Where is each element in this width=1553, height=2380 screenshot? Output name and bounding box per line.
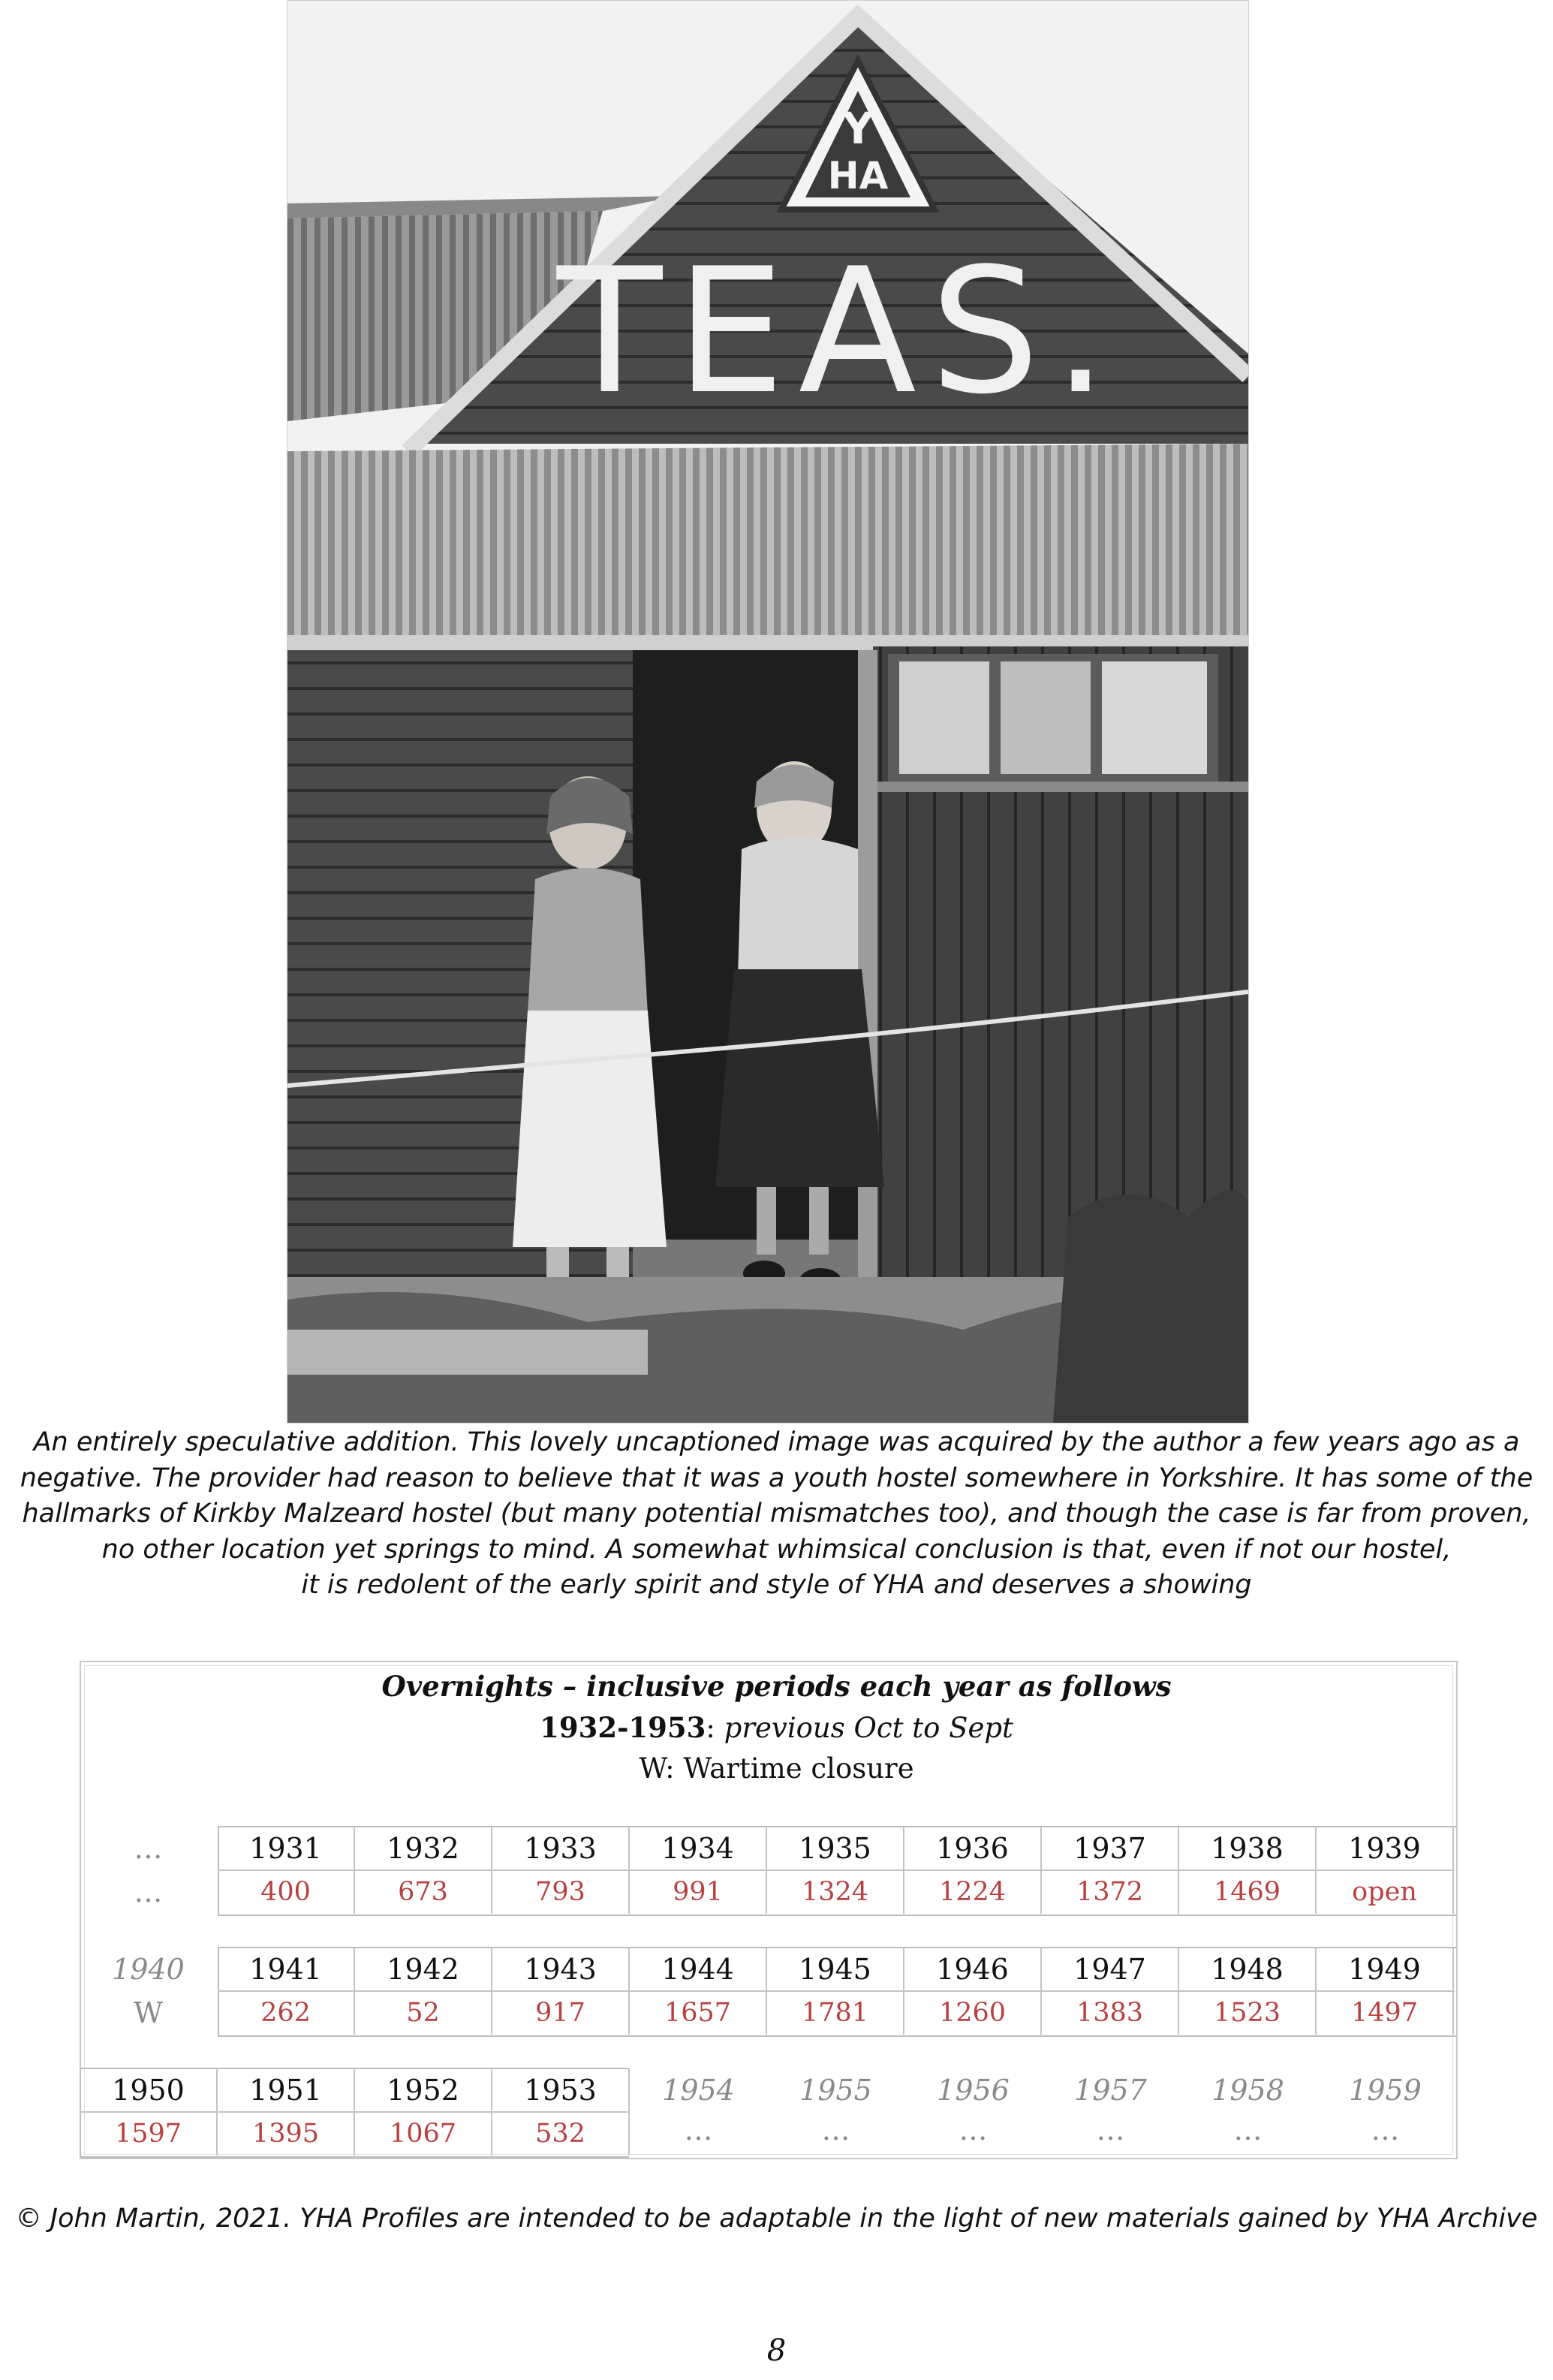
count-cell: 1383 xyxy=(1042,1991,1179,2035)
count-cell: … xyxy=(1096,2113,1125,2147)
count-cell: 400 xyxy=(218,1870,355,1914)
copyright-notice: © John Martin, 2021. YHA Profiles are intended to be adaptable in the light of new materials gained by YHA Archive xyxy=(15,2204,1538,2234)
year-cell: 1931 xyxy=(218,1827,355,1870)
year-cell: 1955 xyxy=(799,2074,872,2107)
count-cell: 532 xyxy=(492,2112,630,2156)
count-cell: 1067 xyxy=(355,2112,492,2156)
count-cell: 991 xyxy=(630,1870,767,1914)
count-cell: open xyxy=(1317,1870,1454,1914)
year-cell: 1944 xyxy=(630,1948,767,1991)
year-cell: 1950 xyxy=(80,2068,218,2112)
year-cell: 1933 xyxy=(492,1827,630,1870)
period-description: previous Oct to Sept xyxy=(724,1712,1013,1744)
count-cell: 52 xyxy=(355,1991,492,2035)
count-cell: 1260 xyxy=(904,1991,1042,2035)
count-cell: 1224 xyxy=(904,1870,1042,1914)
count-cell: 1497 xyxy=(1317,1991,1454,2035)
year-cell: 1937 xyxy=(1042,1827,1179,1870)
caption-line: hallmarks of Kirkby Malzeard hostel (but many potential mismatches too), and though the case is far from proven, xyxy=(22,1499,1531,1529)
year-cell: 1958 xyxy=(1211,2074,1284,2107)
caption-line: it is redolent of the early spirit and style of YHA and deserves a showing xyxy=(301,1570,1252,1600)
count-cell: 793 xyxy=(492,1870,630,1914)
count-cell: 673 xyxy=(355,1870,492,1914)
year-cell: 1952 xyxy=(355,2068,492,2112)
emblem-text-lower: HA xyxy=(827,154,889,197)
year-cell: 1945 xyxy=(767,1948,904,1991)
count-cell: 1324 xyxy=(767,1870,904,1914)
year-cell: 1934 xyxy=(630,1827,767,1870)
caption-line: no other location yet springs to mind. A somewhat whimsical conclusion is that, even if not our hostel, xyxy=(101,1534,1452,1565)
table-period xyxy=(0,1711,1553,1744)
count-cell: 262 xyxy=(218,1991,355,2035)
year-cell: 1951 xyxy=(218,2068,355,2112)
count-cell: … xyxy=(684,2113,713,2147)
count-cell: 1781 xyxy=(767,1991,904,2035)
caption-line: An entirely speculative addition. This lovely uncaptioned image was acquired by the author a few years ago as a xyxy=(33,1427,1520,1457)
count-cell: … xyxy=(821,2113,850,2147)
count-cell: 1597 xyxy=(80,2112,218,2156)
year-cell: 1954 xyxy=(662,2074,735,2107)
table-title: Overnights – inclusive periods each year as follows xyxy=(381,1670,1172,1703)
teas-sign: TEAS. xyxy=(556,232,1122,432)
year-cell: 1956 xyxy=(937,2074,1010,2107)
year-cell: 1957 xyxy=(1074,2074,1147,2107)
year-cell: 1941 xyxy=(218,1948,355,1991)
year-cell: 1959 xyxy=(1349,2074,1422,2107)
year-cell: 1942 xyxy=(355,1948,492,1991)
count-cell: … xyxy=(1233,2113,1263,2147)
period-years: 1932-1953 xyxy=(540,1711,706,1744)
year-cell: 1953 xyxy=(492,2068,630,2112)
hostel-photograph xyxy=(287,0,1249,1423)
year-cell: 1946 xyxy=(904,1948,1042,1991)
year-cell: 1949 xyxy=(1317,1948,1454,1991)
count-cell: 1372 xyxy=(1042,1870,1179,1914)
table-legend: W: Wartime closure xyxy=(639,1752,914,1785)
year-cell: 1936 xyxy=(904,1827,1042,1870)
year-cell: 1938 xyxy=(1179,1827,1317,1870)
count-cell: … xyxy=(959,2113,988,2147)
count-cell: 1469 xyxy=(1179,1870,1317,1914)
count-cell: 1395 xyxy=(218,2112,355,2156)
year-cell: … xyxy=(134,1832,163,1865)
year-cell: 1939 xyxy=(1317,1827,1454,1870)
count-cell: 917 xyxy=(492,1991,630,2035)
photo-caption xyxy=(0,1425,1553,1604)
count-cell: 1657 xyxy=(630,1991,767,2035)
year-cell: 1948 xyxy=(1179,1948,1317,1991)
count-cell: W xyxy=(133,1996,164,2029)
count-cell: … xyxy=(1371,2113,1400,2147)
count-cell: 1523 xyxy=(1179,1991,1317,2035)
count-cell: … xyxy=(134,1875,163,1909)
year-cell: 1935 xyxy=(767,1827,904,1870)
year-cell: 1943 xyxy=(492,1948,630,1991)
page-number: 8 xyxy=(766,2333,787,2368)
year-cell: 1940 xyxy=(112,1953,185,1986)
caption-line: negative. The provider had reason to believe that it was a youth hostel somewhere in Yorkshire. It has some of the xyxy=(20,1463,1533,1493)
period-separator: : xyxy=(706,1712,724,1744)
year-cell: 1932 xyxy=(355,1827,492,1870)
emblem-text: Y xyxy=(842,103,874,154)
year-cell: 1947 xyxy=(1042,1948,1179,1991)
